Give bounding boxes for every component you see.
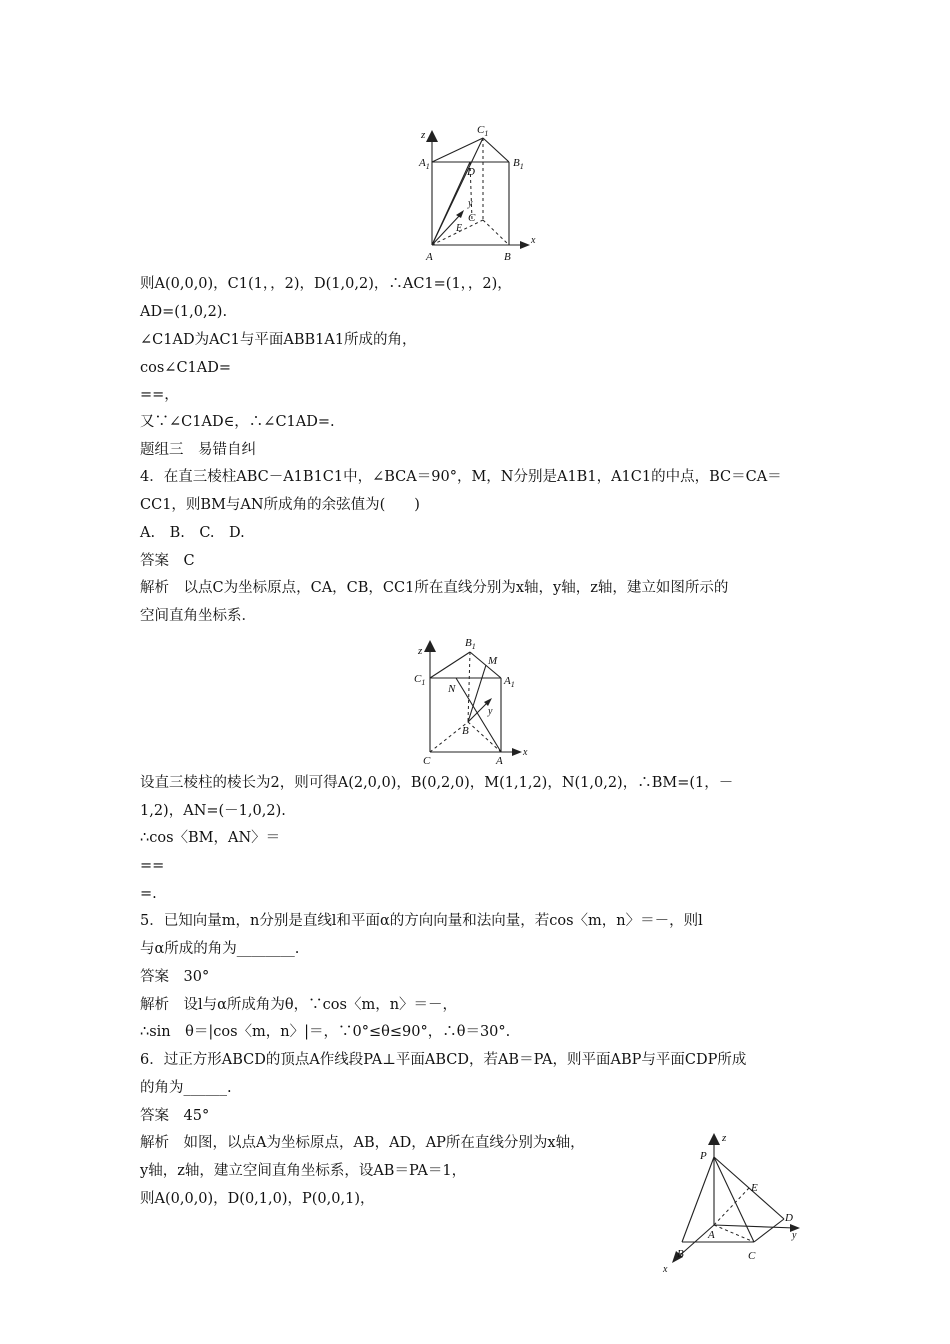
label-b: B [677, 1248, 684, 1260]
question-4-line-1: 4．在直三棱柱ABC－A1B1C1中，∠BCA＝90°，M，N分别是A1B1，A1C1的中点，BC＝CA＝ [140, 469, 782, 485]
prism-figure-1 [412, 120, 542, 268]
text-line-4: cos∠C1AD= [140, 360, 232, 376]
pyramid-figure-3 [660, 1125, 810, 1275]
text-line-5: ==， [140, 387, 179, 403]
question-5-analysis-2: ∴sin θ＝|cos〈m，n〉|＝，∵0°≤θ≤90°，∴θ＝30°. [140, 1024, 511, 1040]
question-4-line-2: CC1，则BM与AN所成角的余弦值为( ) [140, 497, 420, 513]
question-4-analysis-5: ∴cos〈BM，AN〉＝ [140, 830, 281, 846]
label-m: M [488, 655, 498, 667]
text-line-6: 又∵∠C1AD∈，∴∠C1AD=. [140, 414, 335, 430]
label-z: z [722, 1132, 727, 1144]
question-6-line-1: 6．过正方形ABCD的顶点A作线段PA⊥平面ABCD，若AB＝PA，则平面ABP与平面CDP所成 [140, 1052, 747, 1068]
label-a: A [496, 755, 503, 767]
label-c: C [468, 212, 476, 224]
text-line-2: AD=(1,0,2). [140, 304, 228, 320]
label-x: x [523, 747, 528, 758]
label-b: B [462, 725, 469, 737]
question-4-answer: 答案 C [140, 553, 195, 569]
label-b: B [504, 251, 511, 263]
text-line-3: ∠C1AD为AC1与平面ABB1A1所成的角， [140, 332, 417, 348]
label-z: z [418, 645, 423, 657]
question-6-answer: 答案 45° [140, 1108, 210, 1124]
question-4-analysis-7: =. [140, 886, 157, 902]
question-5-line-1: 5．已知向量m，n分别是直线l和平面α的方向向量和法向量，若cos〈m，n〉＝－，则l [140, 913, 703, 929]
label-e: E [456, 223, 463, 234]
label-a: A [426, 251, 433, 263]
label-d: D [467, 166, 475, 178]
question-6-analysis-1: 解析 如图，以点A为坐标原点，AB，AD，AP所在直线分别为x轴， [140, 1135, 585, 1151]
label-b1: $B_1$ [513, 157, 524, 171]
label-n: N [448, 683, 456, 695]
question-4-analysis-3: 设直三棱柱的棱长为2，则可得A(2,0,0)，B(0,2,0)，M(1,1,2)，N(1,0,2)，∴BM=(1，－ [140, 775, 734, 791]
label-c: C [423, 755, 431, 767]
question-4-analysis-4: 1,2)，AN=(－1,0,2). [140, 803, 286, 819]
label-y: y [488, 706, 493, 717]
label-a1: $A_1$ [504, 675, 515, 689]
section-title: 题组三 易错自纠 [140, 442, 256, 458]
label-z: z [421, 129, 426, 141]
question-6-line-2: 的角为______. [140, 1080, 232, 1096]
prism-figure-2 [408, 634, 538, 768]
question-4-analysis-6: == [140, 858, 165, 874]
label-d: D [785, 1212, 793, 1224]
label-y: y [468, 198, 473, 209]
question-5-analysis-1: 解析 设l与α所成角为θ，∵cos〈m，n〉＝－， [140, 997, 458, 1013]
question-4-analysis-2: 空间直角坐标系． [140, 608, 256, 624]
label-e: E [751, 1182, 758, 1194]
label-y: y [792, 1230, 797, 1241]
question-4-options: A. B. C. D. [140, 525, 245, 541]
question-5-answer: 答案 30° [140, 969, 210, 985]
label-c1: $C_1$ [477, 124, 489, 138]
label-c1: $C_1$ [414, 673, 426, 687]
label-b1: $B_1$ [465, 637, 476, 651]
text-line-1: 则A(0,0,0)，C1(1，，2)，D(1,0,2)，∴AC1=(1，，2)， [140, 276, 512, 292]
label-x: x [663, 1264, 668, 1275]
label-c: C [748, 1250, 756, 1262]
question-5-line-2: 与α所成的角为________. [140, 941, 300, 957]
label-p: P [700, 1150, 707, 1162]
question-6-analysis-2: y轴，z轴，建立空间直角坐标系，设AB＝PA＝1， [140, 1163, 467, 1179]
label-a: A [708, 1229, 715, 1241]
question-6-analysis-3: 则A(0,0,0)，D(0,1,0)，P(0,0,1)， [140, 1191, 375, 1207]
label-a1: $A_1$ [419, 157, 430, 171]
question-4-analysis-1: 解析 以点C为坐标原点，CA，CB，CC1所在直线分别为x轴，y轴，z轴，建立如图所示的 [140, 580, 729, 596]
label-x: x [531, 235, 536, 246]
